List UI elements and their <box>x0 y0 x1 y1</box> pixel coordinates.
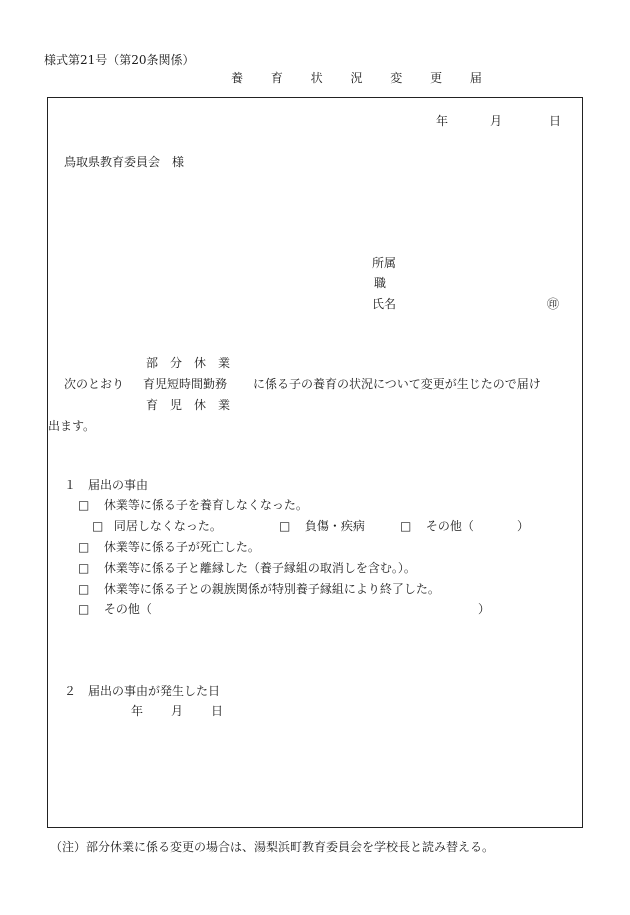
form-number: 様式第21号（第20条関係） <box>44 53 195 67</box>
statement-suffix: に係る子の養育の状況について変更が生じたので届け <box>253 377 541 391</box>
footnote: （注）部分休業に係る変更の場合は、湯梨浜町教育委員会を学校長と読み替える。 <box>50 840 495 854</box>
reason-label: 休業等に係る子との親族関係が特別養子縁組により終了した。 <box>103 582 440 596</box>
checkbox-icon[interactable]: □ <box>279 519 291 533</box>
sub-reason-item[interactable] <box>400 519 474 533</box>
position-label: 職 <box>374 276 387 290</box>
checkbox-icon[interactable]: □ <box>78 602 90 616</box>
option-partial-leave: 部 分 休 業 <box>146 356 231 370</box>
reason-item[interactable] <box>78 582 440 596</box>
reason-label: 休業等に係る子と離縁した（養子縁組の取消しを含む。）。 <box>103 561 416 575</box>
statement-prefix: 次のとおり <box>64 377 125 391</box>
checkbox-icon[interactable]: □ <box>92 519 104 533</box>
reason-item[interactable] <box>78 561 416 575</box>
name-label: 氏名 <box>372 297 397 311</box>
date-month: 月 <box>490 114 503 128</box>
date-day: 日 <box>549 114 562 128</box>
page-title: 養 育 状 況 変 更 届 <box>231 71 494 85</box>
statement-continuation: 出ます。 <box>48 419 96 433</box>
form-box <box>47 97 583 828</box>
close-paren: ） <box>517 519 530 533</box>
event-date-month: 月 <box>171 704 184 718</box>
close-paren: ） <box>478 602 491 616</box>
section2-heading: ２ 届出の事由が発生した日 <box>64 684 221 698</box>
checkbox-icon[interactable]: □ <box>78 540 90 554</box>
checkbox-icon[interactable]: □ <box>78 582 90 596</box>
addressee: 鳥取県教育委員会 様 <box>64 155 185 169</box>
checkbox-icon[interactable]: □ <box>78 561 90 575</box>
seal-mark: ㊞ <box>547 297 560 311</box>
checkbox-icon[interactable]: □ <box>400 519 412 533</box>
sub-reason-label: その他（ <box>425 519 474 533</box>
reason-label: 休業等に係る子が死亡した。 <box>103 540 260 554</box>
sub-reason-label: 負傷・疾病 <box>304 519 365 533</box>
option-childcare-leave: 育 児 休 業 <box>146 398 231 412</box>
reason-label: 休業等に係る子を養育しなくなった。 <box>103 498 308 512</box>
event-date-day: 日 <box>211 704 224 718</box>
reason-label: その他（ <box>103 602 152 616</box>
sub-reason-item[interactable] <box>92 519 222 533</box>
reason-item[interactable] <box>78 602 152 616</box>
checkbox-icon[interactable]: □ <box>78 498 90 512</box>
reason-item[interactable] <box>78 498 308 512</box>
section1-heading: １ 届出の事由 <box>64 478 149 492</box>
sub-reason-label: 同居しなくなった。 <box>113 519 222 533</box>
option-short-hours: 育児短時間勤務 <box>143 377 228 391</box>
affiliation-label: 所属 <box>372 256 397 270</box>
sub-reason-item[interactable] <box>279 519 365 533</box>
date-year: 年 <box>436 114 449 128</box>
event-date-year: 年 <box>131 704 144 718</box>
reason-item[interactable] <box>78 540 260 554</box>
